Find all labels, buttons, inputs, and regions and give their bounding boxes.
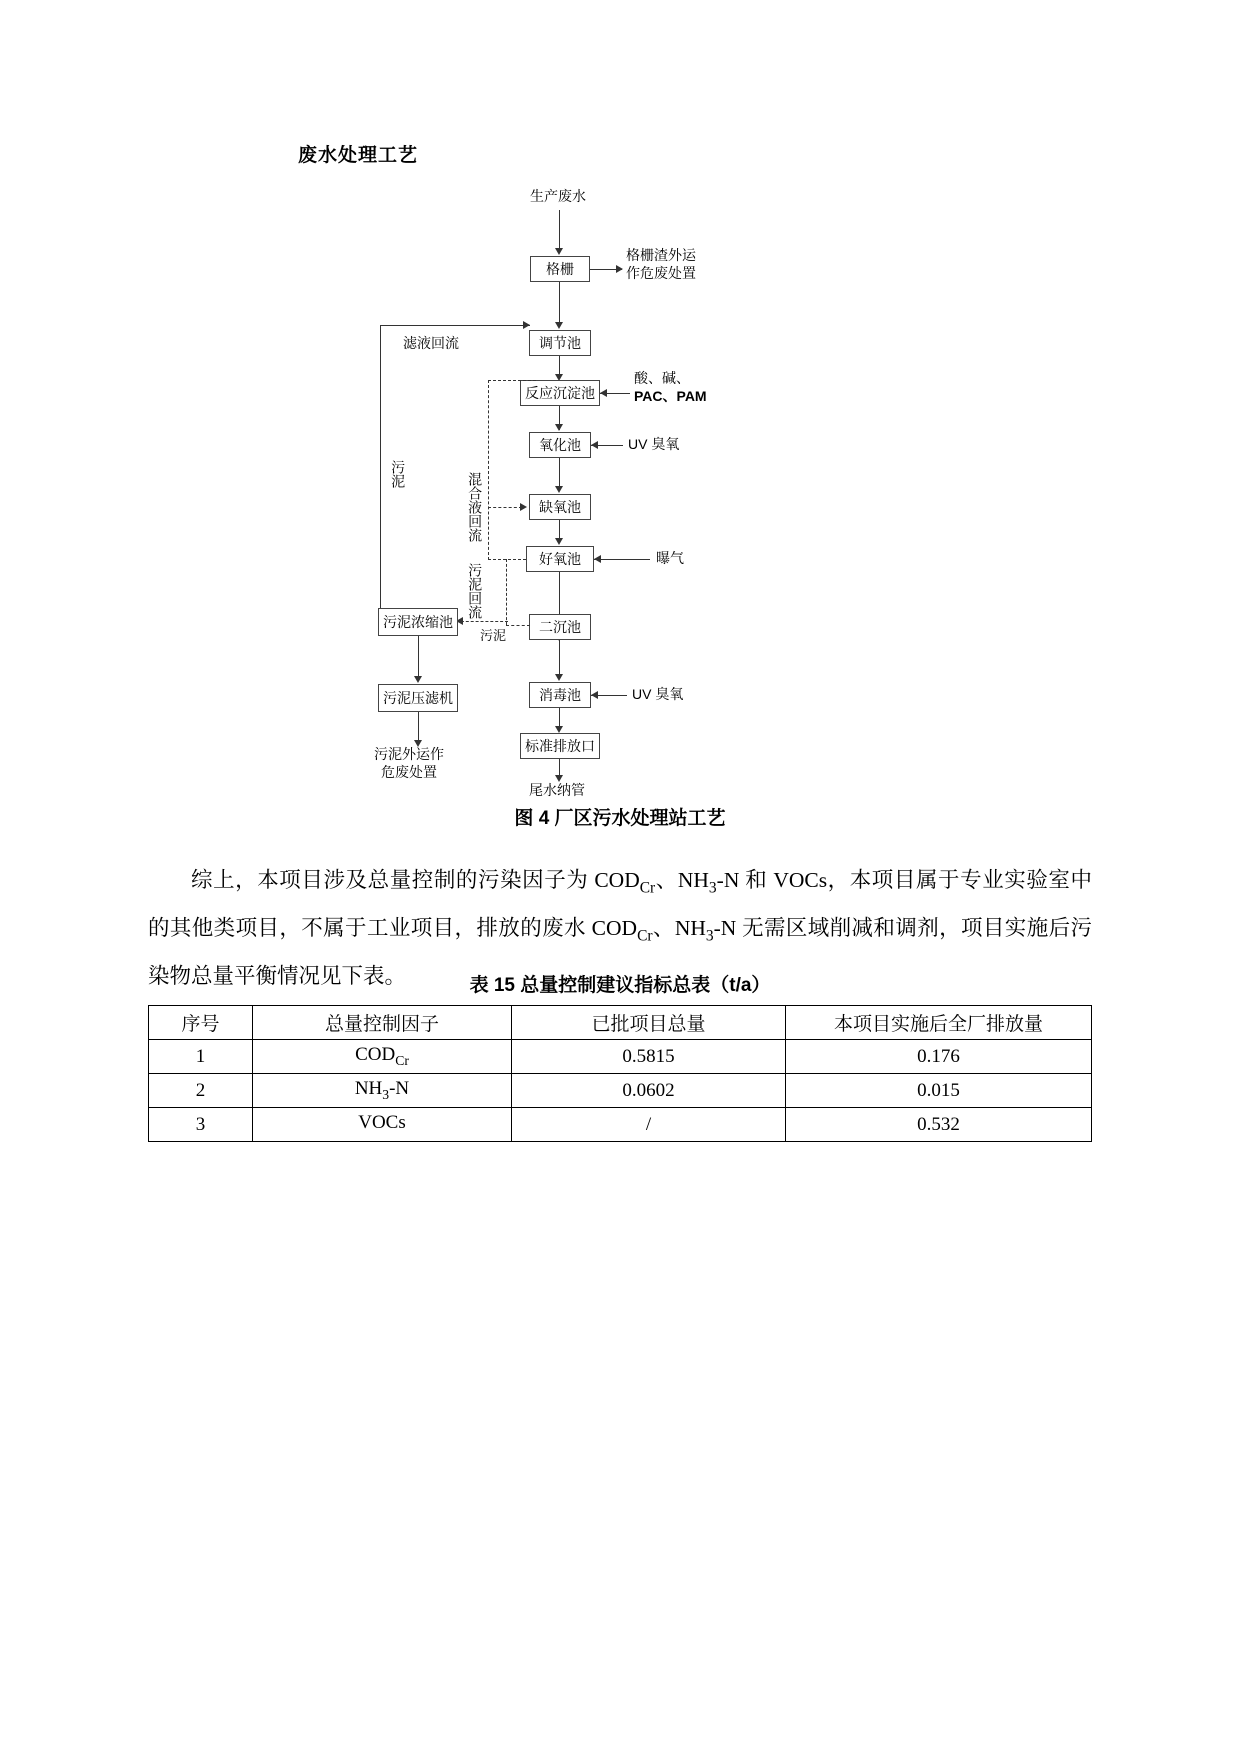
arrowhead-uv-ozone-2 xyxy=(591,691,598,699)
node-disinfection-tank: 消毒池 xyxy=(529,682,591,708)
connector-sludge-return-vertical xyxy=(506,559,507,625)
connector-aeration xyxy=(594,559,650,560)
arrowhead-inflow xyxy=(555,248,563,255)
node-adjust-tank: 调节池 xyxy=(529,330,591,356)
node-anoxic-tank: 缺氧池 xyxy=(529,494,591,520)
table-header-no: 序号 xyxy=(149,1006,253,1040)
total-control-index-table xyxy=(148,1005,1092,1142)
connector-mixed-liquor-from-aerobic xyxy=(488,559,526,560)
flow-label-sludge-vertical: 污泥 xyxy=(390,460,407,488)
paragraph-sub-3-2: 3 xyxy=(705,927,714,945)
flow-label-mixed-liquor-return: 混合液回流 xyxy=(467,472,484,542)
table-row xyxy=(149,1108,1092,1142)
cell-approved: / xyxy=(512,1108,786,1142)
figure-caption: 图 4 厂区污水处理站工艺 xyxy=(514,808,726,829)
paragraph-seg-3: -N 和 VOCs，本项目属于专业实验室中的其他类项目，不属于工业项目，排放的废水 COD xyxy=(148,867,1093,940)
cell-factor-tail: -N xyxy=(389,1078,410,1100)
connector-sludge-to-thickener xyxy=(456,621,508,622)
table-row xyxy=(149,1040,1092,1074)
connector-mixed-liquor-to-anoxic xyxy=(488,507,522,508)
cell-after: 0.532 xyxy=(786,1108,1092,1142)
flow-label-uv-ozone-1: UV 臭氧 xyxy=(628,436,680,452)
paragraph-sub-cr-2: Cr xyxy=(637,927,653,945)
page-title: 废水处理工艺 xyxy=(298,145,419,166)
cell-factor xyxy=(253,1074,512,1108)
node-secondary-settling-tank: 二沉池 xyxy=(529,614,591,640)
node-sludge-filter-press: 污泥压滤机 xyxy=(378,684,458,712)
node-grid: 格栅 xyxy=(530,256,590,282)
arrowhead-aeration xyxy=(594,555,601,563)
flow-label-tail-water: 尾水纳管 xyxy=(529,782,585,798)
cell-factor-sub: Cr xyxy=(395,1052,409,1068)
table-header-row xyxy=(149,1006,1092,1040)
paragraph-seg-4: 、NH xyxy=(652,915,706,940)
node-aerobic-tank: 好氧池 xyxy=(526,546,594,572)
paragraph-seg-5: -N 无需区域削减和调剂，项目实施后污染物总量平衡情况见下表。 xyxy=(148,915,1092,989)
table-header-approved: 已批项目总量 xyxy=(512,1006,786,1040)
cell-after: 0.015 xyxy=(786,1074,1092,1108)
flow-label-filtrate-return: 滤液回流 xyxy=(403,335,459,351)
connector-mixed-liquor-vertical xyxy=(488,380,489,560)
arrowhead-outlet xyxy=(555,726,563,733)
wastewater-process-flow-diagram xyxy=(330,180,910,800)
node-oxidation-tank: 氧化池 xyxy=(529,432,591,458)
cell-no: 2 xyxy=(149,1074,253,1108)
cell-factor xyxy=(253,1040,512,1074)
table-row xyxy=(149,1074,1092,1108)
cell-no: 1 xyxy=(149,1040,253,1074)
arrowhead-filter xyxy=(414,676,422,683)
arrowhead-adjust xyxy=(555,322,563,329)
flow-label-grid-residue: 格栅渣外运 作危废处置 xyxy=(626,247,696,281)
arrowhead-chemicals xyxy=(600,389,607,397)
paragraph-seg-1: 综上，本项目涉及总量控制的污染因子为 COD xyxy=(191,867,640,892)
flow-label-sludge-small: 污泥 xyxy=(480,628,507,643)
arrowhead-grid-residue xyxy=(616,265,623,273)
cell-factor xyxy=(253,1108,512,1142)
table-header-factor: 总量控制因子 xyxy=(253,1006,512,1040)
cell-factor-main: NH xyxy=(354,1078,383,1100)
flow-label-chemicals: 酸、碱、 PAC、PAM xyxy=(634,370,707,404)
node-standard-outlet: 标准排放口 xyxy=(520,733,600,759)
connector-grid-adjust xyxy=(559,282,560,326)
arrowhead-oxidation xyxy=(555,424,563,431)
connector-inflow-grid xyxy=(559,210,560,252)
arrowhead-mixed-liquor xyxy=(520,503,527,511)
flow-label-uv-ozone-2: UV 臭氧 xyxy=(632,686,684,702)
connector-sludge-return-bottom xyxy=(506,625,530,626)
arrowhead-anoxic xyxy=(555,486,563,493)
arrowhead-uv-ozone-1 xyxy=(591,441,598,449)
connector-filtrate-top xyxy=(380,325,530,326)
connector-thickener-filter xyxy=(418,636,419,680)
arrowhead-tailwater xyxy=(555,775,563,782)
table-caption: 表 15 总量控制建议指标总表（t/a） xyxy=(469,975,771,996)
node-reaction-settling-tank: 反应沉淀池 xyxy=(520,380,600,406)
paragraph-seg-2: 、NH xyxy=(655,867,709,892)
cell-factor-main: VOCs xyxy=(358,1112,406,1134)
cell-approved: 0.0602 xyxy=(512,1074,786,1108)
arrowhead-filtrate xyxy=(523,321,530,329)
cell-approved: 0.5815 xyxy=(512,1040,786,1074)
flow-label-inflow: 生产废水 xyxy=(530,188,586,204)
connector-mixed-liquor-top xyxy=(488,380,536,381)
arrowhead-aerobic xyxy=(555,538,563,545)
arrowhead-disinfection xyxy=(555,674,563,681)
cell-after: 0.176 xyxy=(786,1040,1092,1074)
flow-label-sludge-disposal: 污泥外运作 危废处置 xyxy=(374,746,444,780)
cell-factor-sub: 3 xyxy=(382,1086,390,1102)
cell-factor-main: COD xyxy=(355,1044,396,1066)
cell-no: 3 xyxy=(149,1108,253,1142)
paragraph-sub-3-1: 3 xyxy=(708,878,717,896)
flow-label-aeration: 曝气 xyxy=(656,550,684,566)
paragraph-sub-cr-1: Cr xyxy=(639,878,656,896)
connector-filtrate-vertical xyxy=(380,325,381,620)
node-sludge-thickener: 污泥浓缩池 xyxy=(378,608,458,636)
connector-secondary-disinfection xyxy=(559,640,560,678)
table-header-after: 本项目实施后全厂排放量 xyxy=(786,1006,1092,1040)
flow-label-sludge-return: 污泥回流 xyxy=(467,563,484,619)
